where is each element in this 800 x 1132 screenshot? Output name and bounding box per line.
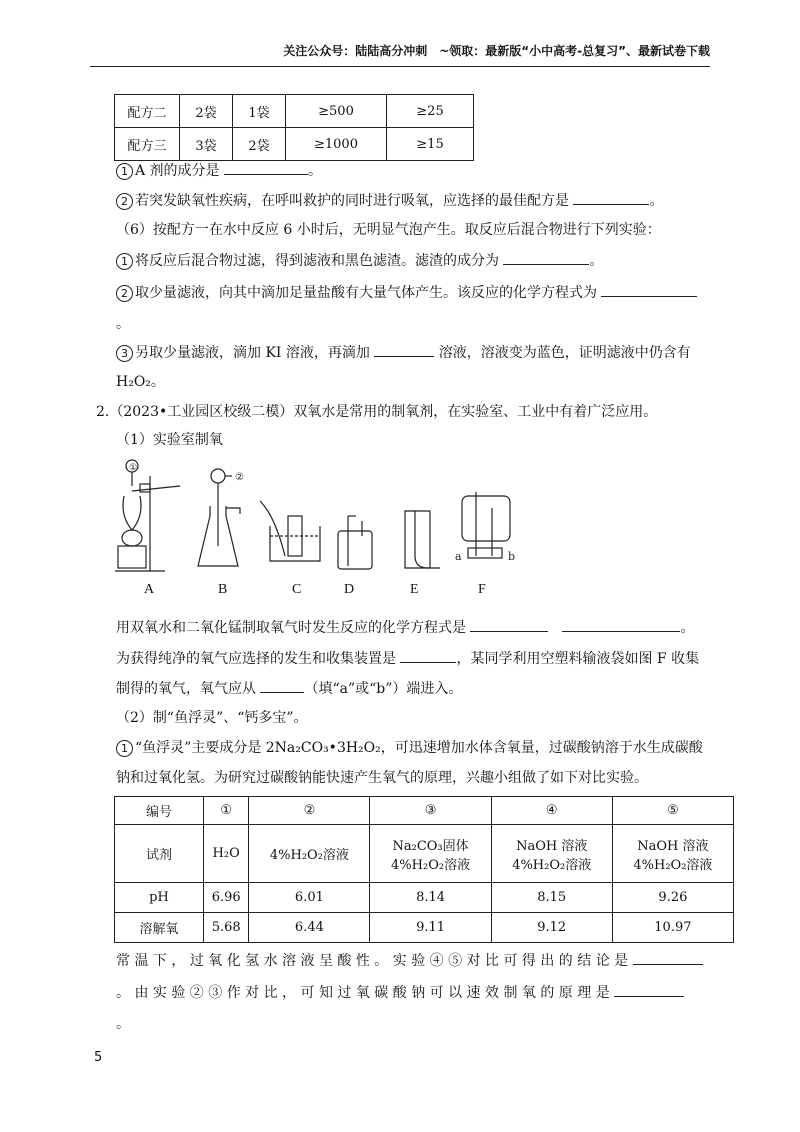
circle-1: 1 (116, 253, 133, 270)
svg-text:②: ② (235, 472, 244, 483)
answer-blank[interactable] (374, 342, 434, 357)
q-line: （1）实验室制氧 (116, 432, 223, 448)
apparatus-label: D (344, 582, 355, 597)
q-line: 2 取少量滤液，向其中滴加足量盐酸有大量气体产生。该反应的化学方程式为 (116, 282, 697, 303)
answer-blank[interactable] (503, 250, 589, 265)
question-2-title: 2.（2023•工业园区校级二模）双氧水是常用的制氧剂，在实验室、工业中有着广泛应用。 (96, 404, 658, 420)
table-row (115, 797, 734, 825)
header-text: 关注公众号：陆陆高分冲刺 ~领取：最新版“小中高考-总复习”、最新试卷下载 (283, 44, 710, 58)
apparatus-label: F (478, 582, 486, 597)
q-line: 。 (116, 1016, 130, 1032)
answer-blank[interactable] (470, 617, 548, 632)
table-cell: ≥1000 (286, 128, 387, 161)
table-cell: 溶解氧 (115, 913, 204, 943)
circle-2: 2 (116, 193, 133, 210)
q-line: 。 由 实 验 ② ③ 作 对 比 ， 可 知 过 氧 碳 酸 钠 可 以 速 效 制 氧 的 原 理 是 (116, 982, 684, 1003)
q-line: 常 温 下 ， 过 氧 化 氢 水 溶 液 呈 酸 性 。 实 验 ④ ⑤ 对 比 可 得 出 的 结 论 是 (116, 950, 703, 971)
table-cell: 9.26 (612, 883, 733, 913)
circle-1: 1 (116, 163, 133, 180)
table-cell: NaOH 溶液 4%H₂O₂溶液 (491, 825, 612, 883)
q-line: 3 另取少量滤液，滴加 KI 溶液，再滴加 溶液，溶液变为蓝色，证明滤液中仍含有 (116, 342, 691, 363)
q-line: 钠和过氧化氢。为研究过碳酸钠能快速产生氧气的原理，兴趣小组做了如下对比实验。 (116, 770, 648, 786)
table-cell: H₂O (204, 825, 249, 883)
apparatus-b (198, 469, 244, 566)
apparatus-label: C (292, 582, 302, 597)
answer-blank[interactable] (260, 678, 304, 693)
table-cell: 8.14 (370, 883, 491, 913)
q-line: 用双氧水和二氧化锰制取氧气时发生反应的化学方程式是 。 (116, 617, 694, 638)
svg-text:a: a (455, 550, 462, 563)
apparatus-f (455, 492, 515, 563)
answer-blank[interactable] (400, 648, 456, 663)
table-cell: ④ (491, 797, 612, 825)
table-cell: 6.44 (249, 913, 370, 943)
table-cell: 配方三 (115, 128, 180, 161)
q-line: 。 (116, 316, 130, 332)
table-row (115, 913, 734, 943)
table-cell: ≥25 (387, 95, 474, 128)
answer-blank[interactable] (224, 160, 308, 175)
apparatus-label: A (144, 582, 155, 597)
svg-text:b: b (508, 550, 516, 563)
table-cell: 1袋 (233, 95, 286, 128)
q-line: 2 若突发缺氧性疾病，在呼叫救护的同时进行吸氧，应选择的最佳配方是 。 (116, 190, 663, 211)
apparatus-label: E (410, 582, 419, 597)
circle-2: 2 (116, 285, 133, 302)
q-line: 制得的氧气，氧气应从 （填“a”或“b”）端进入。 (116, 678, 462, 699)
answer-blank[interactable] (573, 190, 649, 205)
table-row (115, 883, 734, 913)
answer-blank[interactable] (614, 982, 684, 997)
svg-text:①: ① (129, 463, 138, 473)
table-cell: 2袋 (233, 128, 286, 161)
table-cell: 编号 (115, 797, 204, 825)
apparatus-c (260, 501, 320, 561)
q-line: 1 A 剂的成分是 。 (116, 160, 322, 181)
table-cell: 4%H₂O₂溶液 (249, 825, 370, 883)
answer-blank[interactable] (601, 282, 697, 297)
apparatus-label: B (218, 582, 228, 597)
table-cell: 3袋 (180, 128, 233, 161)
table-cell: ≥500 (286, 95, 387, 128)
table-cell: 9.12 (491, 913, 612, 943)
table-cell: 2袋 (180, 95, 233, 128)
table-cell: 9.11 (370, 913, 491, 943)
apparatus-d (338, 516, 372, 569)
table-cell: ③ (370, 797, 491, 825)
answer-blank[interactable] (562, 617, 680, 632)
table-cell: pH (115, 883, 204, 913)
table-cell: 8.15 (491, 883, 612, 913)
table-row (115, 825, 734, 883)
formula-table (114, 94, 474, 161)
circle-1: 1 (116, 740, 133, 757)
q-line: （2）制“鱼浮灵”、“钙多宝”。 (116, 710, 308, 726)
table-cell: 6.96 (204, 883, 249, 913)
apparatus-a (115, 460, 180, 571)
table-cell: ≥15 (387, 128, 474, 161)
table-row (115, 128, 474, 161)
table-cell: Na₂CO₃固体 4%H₂O₂溶液 (370, 825, 491, 883)
table-cell: 5.68 (204, 913, 249, 943)
table-cell: 配方二 (115, 95, 180, 128)
apparatus-e (405, 511, 440, 568)
table-cell: NaOH 溶液 4%H₂O₂溶液 (612, 825, 733, 883)
table-cell: ⑤ (612, 797, 733, 825)
table-cell: ① (204, 797, 249, 825)
experiment-table (114, 796, 734, 943)
page-number: 5 (94, 1050, 103, 1065)
q-line: 1 “鱼浮灵”主要成分是 2Na₂CO₃•3H₂O₂，可迅速增加水体含氧量，过碳酸钠溶于水生成碳酸 (116, 738, 703, 758)
table-row (115, 95, 474, 128)
page-header (90, 40, 710, 67)
q-line: （6）按配方一在水中反应 6 小时后，无明显气泡产生。取反应后混合物进行下列实验： (116, 222, 661, 238)
q-line: H₂O₂。 (116, 374, 165, 390)
q-line: 为获得纯净的氧气应选择的发生和收集装置是 ，某同学利用空塑料输液袋如图 F 收集 (116, 648, 699, 669)
answer-blank[interactable] (633, 950, 703, 965)
table-cell: 6.01 (249, 883, 370, 913)
apparatus-diagram (110, 456, 530, 581)
table-cell: 试剂 (115, 825, 204, 883)
q-line: 1 将反应后混合物过滤，得到滤液和黑色滤渣。滤渣的成分为 。 (116, 250, 603, 271)
circle-3: 3 (116, 345, 133, 362)
table-cell: 10.97 (612, 913, 733, 943)
table-cell: ② (249, 797, 370, 825)
